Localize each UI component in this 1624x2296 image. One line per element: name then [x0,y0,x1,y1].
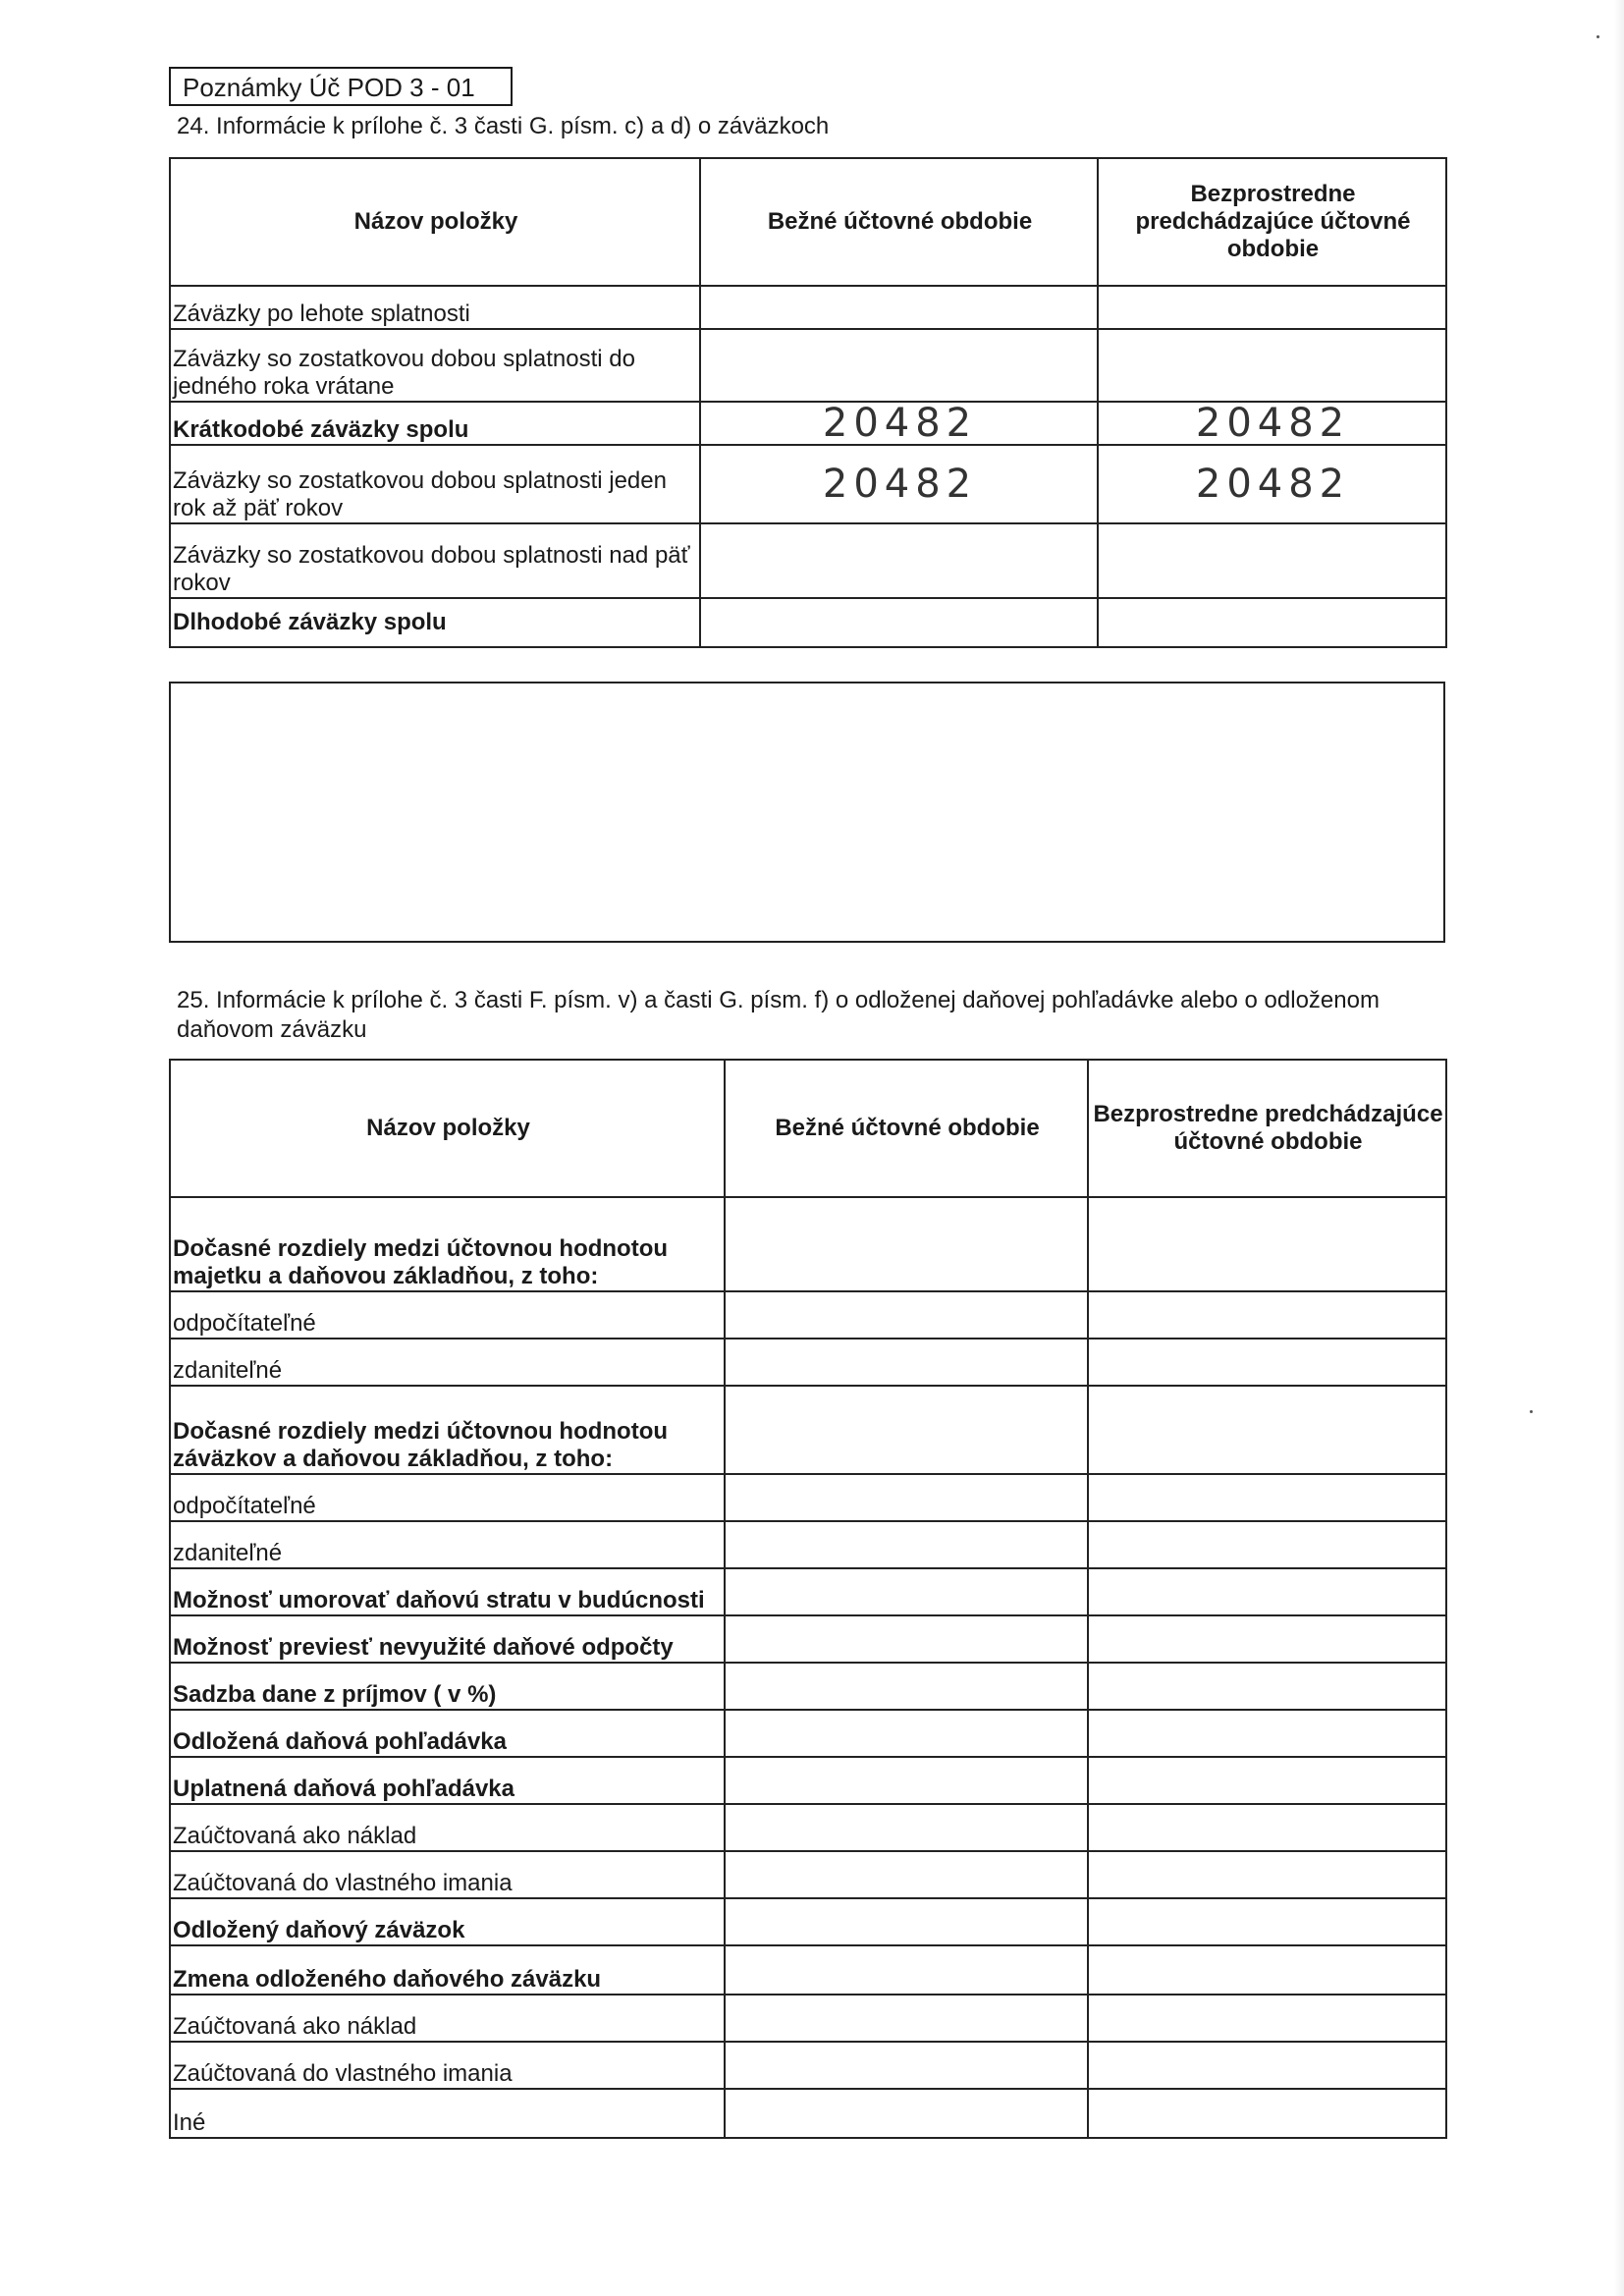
previous-period-value [1088,2042,1446,2089]
previous-period-value [1088,1945,1446,1995]
current-period-value [725,1197,1088,1291]
comment-box [169,682,1445,943]
table-row [170,1291,1446,1339]
row-label: Dlhodobé záväzky spolu [170,598,700,647]
previous-period-value [1088,2089,1446,2138]
table-row [170,1804,1446,1851]
previous-period-value: 20482 [1098,445,1446,523]
table-row [170,1339,1446,1386]
previous-period-value [1098,598,1446,647]
current-period-value [725,1995,1088,2042]
previous-period-value [1088,1663,1446,1710]
current-period-value [725,1568,1088,1615]
table-row [170,1898,1446,1945]
previous-period-value [1088,1995,1446,2042]
row-label: Zaúčtovaná ako náklad [170,1804,725,1851]
table-row [170,1757,1446,1804]
current-period-value [700,329,1098,402]
current-period-value [725,1663,1088,1710]
current-period-value [725,1804,1088,1851]
previous-period-value [1088,1804,1446,1851]
row-label: zdaniteľné [170,1521,725,1568]
current-period-value [700,286,1098,329]
table-row [170,1197,1446,1291]
column-header-current: Bežné účtovné obdobie [725,1060,1088,1197]
row-label: Záväzky so zostatkovou dobou splatnosti nad päť rokov [170,523,700,598]
row-label: Zaúčtovaná do vlastného imania [170,1851,725,1898]
row-label: odpočítateľné [170,1474,725,1521]
row-label: zdaniteľné [170,1339,725,1386]
current-period-value [725,1898,1088,1945]
current-period-value: 20482 [700,445,1098,523]
row-label: odpočítateľné [170,1291,725,1339]
table-row [170,523,1446,598]
current-period-value [725,1945,1088,1995]
previous-period-value: 20482 [1098,402,1446,445]
deferred-tax-table [169,1059,1447,2139]
current-period-value: 20482 [700,402,1098,445]
previous-period-value [1098,329,1446,402]
table-header-row [170,158,1446,286]
row-label: Sadzba dane z príjmov ( v %) [170,1663,725,1710]
current-period-value [700,598,1098,647]
table-row [170,2089,1446,2138]
scan-dot [1597,35,1599,38]
page-header-label: Poznámky Úč POD 3 - 01 [169,67,513,106]
scan-dot [1530,1410,1533,1413]
previous-period-value [1088,1851,1446,1898]
row-label: Dočasné rozdiely medzi účtovnou hodnotou záväzkov a daňovou základňou, z toho: [170,1386,725,1474]
current-period-value [725,1521,1088,1568]
previous-period-value [1098,286,1446,329]
scan-edge [1614,0,1624,2296]
table-row [170,1474,1446,1521]
table-row [170,1710,1446,1757]
column-header-item: Názov položky [170,158,700,286]
table-row [170,1995,1446,2042]
table-row [170,1615,1446,1663]
row-label: Dočasné rozdiely medzi účtovnou hodnotou majetku a daňovou základňou, z toho: [170,1197,725,1291]
current-period-value [725,1291,1088,1339]
previous-period-value [1088,1710,1446,1757]
previous-period-value [1088,1615,1446,1663]
table-row [170,2042,1446,2089]
current-period-value [725,1386,1088,1474]
previous-period-value [1088,1197,1446,1291]
table-header-row [170,1060,1446,1197]
column-header-previous: Bezprostredne predchádzajúce účtovné obdobie [1088,1060,1446,1197]
row-label: Iné [170,2089,725,2138]
table-row [170,1945,1446,1995]
column-header-previous: Bezprostredne predchádzajúce účtovné obdobie [1098,158,1446,286]
table-row [170,286,1446,329]
previous-period-value [1088,1291,1446,1339]
previous-period-value [1088,1757,1446,1804]
current-period-value [725,1339,1088,1386]
row-label: Uplatnená daňová pohľadávka [170,1757,725,1804]
table-row [170,402,1446,445]
previous-period-value [1088,1339,1446,1386]
row-label: Záväzky so zostatkovou dobou splatnosti jeden rok až päť rokov [170,445,700,523]
section-25-title: 25. Informácie k prílohe č. 3 časti F. písm. v) a časti G. písm. f) o odloženej daňovej pohľadávke alebo o odloženom daňovom záväzku [177,987,1380,1043]
current-period-value [725,1851,1088,1898]
row-label: Možnosť umorovať daňovú stratu v budúcnosti [170,1568,725,1615]
row-label: Odložená daňová pohľadávka [170,1710,725,1757]
current-period-value [725,1710,1088,1757]
table-row [170,1521,1446,1568]
row-label: Krátkodobé záväzky spolu [170,402,700,445]
previous-period-value [1088,1521,1446,1568]
row-label: Zaúčtovaná do vlastného imania [170,2042,725,2089]
current-period-value [725,1615,1088,1663]
table-row [170,1851,1446,1898]
row-label: Záväzky po lehote splatnosti [170,286,700,329]
current-period-value [725,1474,1088,1521]
previous-period-value [1088,1898,1446,1945]
column-header-current: Bežné účtovné obdobie [700,158,1098,286]
previous-period-value [1088,1474,1446,1521]
row-label: Možnosť previesť nevyužité daňové odpočty [170,1615,725,1663]
current-period-value [725,2089,1088,2138]
table-row [170,1568,1446,1615]
row-label: Zmena odloženého daňového záväzku [170,1945,725,1995]
current-period-value [725,1757,1088,1804]
table-row [170,445,1446,523]
section-24-title: 24. Informácie k prílohe č. 3 časti G. písm. c) a d) o záväzkoch [177,113,830,139]
previous-period-value [1088,1568,1446,1615]
column-header-item: Názov položky [170,1060,725,1197]
liabilities-table [169,157,1447,648]
current-period-value [700,523,1098,598]
previous-period-value [1098,523,1446,598]
previous-period-value [1088,1386,1446,1474]
row-label: Zaúčtovaná ako náklad [170,1995,725,2042]
table-row [170,1663,1446,1710]
current-period-value [725,2042,1088,2089]
table-row [170,329,1446,402]
row-label: Záväzky so zostatkovou dobou splatnosti do jedného roka vrátane [170,329,700,402]
table-row [170,1386,1446,1474]
table-row [170,598,1446,647]
row-label: Odložený daňový záväzok [170,1898,725,1945]
